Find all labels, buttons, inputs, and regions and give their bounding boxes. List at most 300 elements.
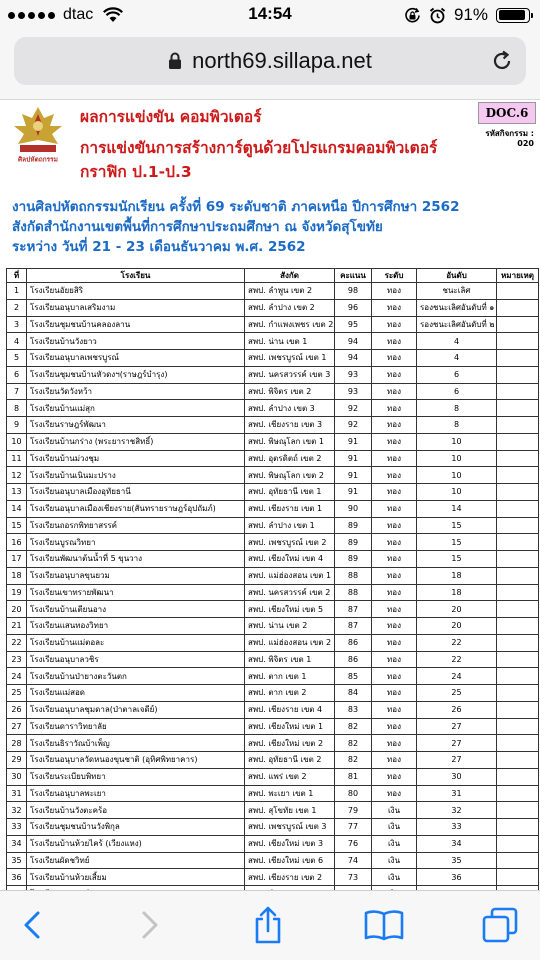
row-score: 98: [335, 283, 372, 300]
row-school: โรงเรียนชุมชนบ้านคลองลาน: [27, 316, 245, 333]
row-score: 82: [335, 735, 372, 752]
row-rank: 8: [417, 417, 497, 434]
row-level: ทอง: [372, 618, 417, 635]
row-score: 93: [335, 383, 372, 400]
row-rank: รองชนะเลิศอันดับที่ ๒: [417, 316, 497, 333]
row-affiliation: สพป. พิจิตร เขต 2: [245, 383, 335, 400]
row-score: 82: [335, 718, 372, 735]
row-level: ทอง: [372, 634, 417, 651]
row-remark: [497, 567, 539, 584]
row-level: ทอง: [372, 366, 417, 383]
row-remark: [497, 450, 539, 467]
forward-icon: [140, 910, 160, 940]
row-no: 17: [7, 551, 27, 568]
row-rank: 15: [417, 551, 497, 568]
row-no: 22: [7, 634, 27, 651]
table-row: [7, 316, 539, 333]
table-row: [7, 534, 539, 551]
signal-icon: [8, 12, 55, 19]
table-row: [7, 450, 539, 467]
row-affiliation: สพป. พิษณุโลก เขต 2: [245, 467, 335, 484]
battery-percent: 91%: [453, 5, 488, 24]
table-row: [7, 668, 539, 685]
row-school: โรงเรียนอนุบาลพะเยา: [27, 785, 245, 802]
header-school: โรงเรียน: [27, 269, 245, 283]
row-affiliation: สพป. ลำพูน เขต 2: [245, 283, 335, 300]
row-level: ทอง: [372, 551, 417, 568]
row-no: 25: [7, 685, 27, 702]
row-score: 79: [335, 802, 372, 819]
row-score: 91: [335, 433, 372, 450]
row-rank: 6: [417, 366, 497, 383]
row-school: โรงเรียนแสนทองวิทยา: [27, 618, 245, 635]
row-remark: [497, 819, 539, 836]
table-row: [7, 333, 539, 350]
row-level: ทอง: [372, 785, 417, 802]
row-no: 13: [7, 484, 27, 501]
row-affiliation: สพป. ลำปาง เขต 3: [245, 400, 335, 417]
row-rank: รองชนะเลิศอันดับที่ ๑: [417, 299, 497, 316]
row-school: โรงเรียนแม่สอด: [27, 685, 245, 702]
row-school: โรงเรียนอนุบาลวัดหนองขุนชาติ (อุทิศพิทยาคาร): [27, 752, 245, 769]
row-remark: [497, 601, 539, 618]
row-affiliation: สพป. พะเยา เขต 1: [245, 785, 335, 802]
row-rank: 27: [417, 718, 497, 735]
row-remark: [497, 852, 539, 869]
row-school: โรงเรียนอนุบาลชุมดาล(ป่าตาลเจดีย์): [27, 701, 245, 718]
reload-icon[interactable]: [490, 49, 514, 73]
row-remark: [497, 701, 539, 718]
row-school: โรงเรียนบ้านเนินมะปราง: [27, 467, 245, 484]
row-no: 12: [7, 467, 27, 484]
table-row: [7, 299, 539, 316]
row-rank: 6: [417, 383, 497, 400]
share-icon: [252, 906, 284, 944]
row-no: 14: [7, 500, 27, 517]
table-row: [7, 567, 539, 584]
row-level: ทอง: [372, 333, 417, 350]
row-level: เงิน: [372, 852, 417, 869]
lock-icon: [168, 52, 182, 70]
row-score: 80: [335, 785, 372, 802]
row-remark: [497, 417, 539, 434]
row-score: 85: [335, 668, 372, 685]
row-remark: [497, 752, 539, 769]
row-school: โรงเรียนบ้านม่วงชุม: [27, 450, 245, 467]
row-score: 86: [335, 634, 372, 651]
row-rank: 10: [417, 433, 497, 450]
table-row: [7, 802, 539, 819]
table-row: [7, 417, 539, 434]
row-level: ทอง: [372, 400, 417, 417]
row-rank: 27: [417, 752, 497, 769]
status-right: [404, 5, 530, 25]
row-remark: [497, 668, 539, 685]
row-remark: [497, 584, 539, 601]
row-score: 88: [335, 584, 372, 601]
row-level: ทอง: [372, 668, 417, 685]
row-rank: 26: [417, 701, 497, 718]
row-affiliation: สพป. สุโขทัย เขต 1: [245, 802, 335, 819]
table-row: [7, 651, 539, 668]
row-remark: [497, 283, 539, 300]
row-rank: 8: [417, 400, 497, 417]
row-remark: [497, 383, 539, 400]
row-school: โรงเรียนบูรณวิทยา: [27, 534, 245, 551]
row-school: โรงเรียนอนุบาลเพชรบูรณ์: [27, 350, 245, 367]
row-no: 29: [7, 752, 27, 769]
row-affiliation: สพป. นครสวรรค์ เขต 3: [245, 366, 335, 383]
row-score: 93: [335, 366, 372, 383]
row-no: 28: [7, 735, 27, 752]
row-level: เงิน: [372, 869, 417, 886]
row-rank: 15: [417, 534, 497, 551]
row-affiliation: สพป. อุทัยธานี เขต 1: [245, 484, 335, 501]
row-no: 30: [7, 768, 27, 785]
row-affiliation: สพป. แพร่ เขต 2: [245, 768, 335, 785]
table-row: [7, 701, 539, 718]
row-no: 24: [7, 668, 27, 685]
row-rank: 10: [417, 450, 497, 467]
row-school: โรงเรียนบ้านเตียนอาง: [27, 601, 245, 618]
row-rank: ชนะเลิศ: [417, 283, 497, 300]
row-remark: [497, 551, 539, 568]
row-remark: [497, 835, 539, 852]
table-row: [7, 835, 539, 852]
row-rank: 22: [417, 634, 497, 651]
row-school: โรงเรียนอนุบาลเมืองอุทัยธานี: [27, 484, 245, 501]
table-row: [7, 735, 539, 752]
table-row: [7, 768, 539, 785]
row-score: 96: [335, 299, 372, 316]
row-affiliation: สพป. ตาก เขต 2: [245, 685, 335, 702]
row-school: โรงเรียนพัฒนาต้นน้ำที่ 5 ขุนวาง: [27, 551, 245, 568]
row-no: 15: [7, 517, 27, 534]
row-score: 87: [335, 601, 372, 618]
row-level: ทอง: [372, 450, 417, 467]
status-left: [8, 6, 123, 24]
row-score: 81: [335, 768, 372, 785]
row-level: ทอง: [372, 517, 417, 534]
row-affiliation: สพป. แม่ฮ่องสอน เขต 1: [245, 567, 335, 584]
row-remark: [497, 735, 539, 752]
row-affiliation: สพป. เชียงใหม่ เขต 5: [245, 601, 335, 618]
row-affiliation: สพป. พิจิตร เขต 1: [245, 651, 335, 668]
address-bar[interactable]: [14, 37, 526, 85]
row-no: 11: [7, 450, 27, 467]
row-no: 26: [7, 701, 27, 718]
row-remark: [497, 802, 539, 819]
event-name: งานศิลปหัตถกรรมนักเรียน ครั้งที่ 69 ระดับชาติ ภาคเหนือ ปีการศึกษา 2562: [12, 199, 460, 215]
row-affiliation: สพป. พิษณุโลก เขต 1: [245, 433, 335, 450]
row-rank: 34: [417, 835, 497, 852]
row-affiliation: สพป. ลำปาง เขต 1: [245, 517, 335, 534]
row-level: ทอง: [372, 283, 417, 300]
row-level: เงิน: [372, 802, 417, 819]
row-rank: 18: [417, 567, 497, 584]
table-row: [7, 366, 539, 383]
row-level: ทอง: [372, 383, 417, 400]
table-row: [7, 551, 539, 568]
forward-button[interactable]: [128, 905, 172, 945]
row-level: ทอง: [372, 752, 417, 769]
table-row: [7, 869, 539, 886]
row-affiliation: สพป. เชียงใหม่ เขต 1: [245, 718, 335, 735]
row-rank: 4: [417, 333, 497, 350]
row-remark: [497, 299, 539, 316]
table-row: [7, 685, 539, 702]
row-remark: [497, 467, 539, 484]
row-school: โรงเรียนบ้านกร่าง (พระยาราชสิทธิ์): [27, 433, 245, 450]
row-no: 4: [7, 333, 27, 350]
row-score: 84: [335, 685, 372, 702]
row-school: โรงเรียนบ้านวังยาว: [27, 333, 245, 350]
table-row: [7, 500, 539, 517]
row-remark: [497, 785, 539, 802]
row-school: โรงเรียนเขาทรายพัฒนา: [27, 584, 245, 601]
row-score: 87: [335, 618, 372, 635]
clock: 14:54: [248, 4, 292, 23]
row-remark: [497, 433, 539, 450]
header-remark: หมายเหตุ: [497, 269, 539, 283]
row-score: 91: [335, 467, 372, 484]
row-affiliation: สพป. เชียงราย เขต 3: [245, 417, 335, 434]
bookmarks-button[interactable]: [362, 905, 406, 945]
row-affiliation: สพป. เชียงใหม่ เขต 3: [245, 835, 335, 852]
table-header-row: [7, 269, 539, 283]
row-remark: [497, 534, 539, 551]
row-rank: 20: [417, 601, 497, 618]
row-school: โรงเรียนผัดชวิทย์: [27, 852, 245, 869]
row-school: โรงเรียนอนุบาลเมืองเชียงราย(สันทรายราษฎร์อุปถัมภ์): [27, 500, 245, 517]
table-row: [7, 852, 539, 869]
row-score: 89: [335, 551, 372, 568]
organization-logo: [4, 104, 72, 166]
row-rank: 32: [417, 802, 497, 819]
row-affiliation: สพป. เชียงราย เขต 4: [245, 701, 335, 718]
row-school: โรงเรียนอนุบาลเสริมงาม: [27, 299, 245, 316]
row-remark: [497, 685, 539, 702]
row-no: 10: [7, 433, 27, 450]
row-school: โรงเรียนอัยยสิริ: [27, 283, 245, 300]
header-level: ระดับ: [372, 269, 417, 283]
row-remark: [497, 651, 539, 668]
row-remark: [497, 366, 539, 383]
row-rank: 25: [417, 685, 497, 702]
row-rank: 30: [417, 768, 497, 785]
row-remark: [497, 333, 539, 350]
row-no: 2: [7, 299, 27, 316]
row-no: 21: [7, 618, 27, 635]
header-affiliation: สังกัด: [245, 269, 335, 283]
row-affiliation: สพป. น่าน เขต 2: [245, 618, 335, 635]
row-affiliation: สพป. เชียงราย เขต 2: [245, 869, 335, 886]
row-rank: 24: [417, 668, 497, 685]
row-level: ทอง: [372, 350, 417, 367]
row-remark: [497, 634, 539, 651]
row-level: ทอง: [372, 718, 417, 735]
url-text: north69.sillapa.net: [192, 48, 372, 73]
row-rank: 4: [417, 350, 497, 367]
browser-toolbar: [0, 890, 540, 960]
row-no: 34: [7, 835, 27, 852]
row-level: ทอง: [372, 299, 417, 316]
table-row: [7, 752, 539, 769]
row-no: 8: [7, 400, 27, 417]
row-score: 83: [335, 701, 372, 718]
row-level: เงิน: [372, 835, 417, 852]
row-level: ทอง: [372, 433, 417, 450]
row-rank: 33: [417, 819, 497, 836]
row-remark: [497, 768, 539, 785]
row-score: 90: [335, 500, 372, 517]
row-level: ทอง: [372, 467, 417, 484]
row-affiliation: สพป. เชียงใหม่ เขต 4: [245, 551, 335, 568]
status-bar: [0, 0, 540, 30]
table-row: [7, 383, 539, 400]
svg-text:ศิลปหัตถกรรม: ศิลปหัตถกรรม: [18, 155, 58, 164]
row-no: 32: [7, 802, 27, 819]
row-remark: [497, 517, 539, 534]
row-no: 7: [7, 383, 27, 400]
row-no: 27: [7, 718, 27, 735]
row-school: โรงเรียนชุมชนบ้านวังพิกุล: [27, 819, 245, 836]
row-remark: [497, 869, 539, 886]
table-row: [7, 718, 539, 735]
row-level: ทอง: [372, 417, 417, 434]
tabs-button[interactable]: [478, 905, 522, 945]
row-level: ทอง: [372, 601, 417, 618]
doc-title: ผลการแข่งขัน คอมพิวเตอร์: [80, 108, 262, 126]
row-no: 5: [7, 350, 27, 367]
row-no: 3: [7, 316, 27, 333]
row-school: โรงเรียนระเบียบพิทยา: [27, 768, 245, 785]
row-remark: [497, 718, 539, 735]
doc-badge: DOC.6: [478, 102, 536, 124]
row-score: 89: [335, 534, 372, 551]
row-score: 91: [335, 450, 372, 467]
share-button[interactable]: [246, 905, 290, 945]
row-rank: 36: [417, 869, 497, 886]
row-school: โรงเรียนอนุบาลวชิร: [27, 651, 245, 668]
table-row: [7, 484, 539, 501]
row-score: 92: [335, 400, 372, 417]
row-rank: 31: [417, 785, 497, 802]
row-no: 6: [7, 366, 27, 383]
row-level: ทอง: [372, 768, 417, 785]
row-level: ทอง: [372, 685, 417, 702]
row-level: ทอง: [372, 735, 417, 752]
row-score: 91: [335, 484, 372, 501]
row-affiliation: สพป. นครสวรรค์ เขต 2: [245, 584, 335, 601]
row-affiliation: สพป. กำแพงเพชร เขต 2: [245, 316, 335, 333]
row-rank: 18: [417, 584, 497, 601]
table-row: [7, 350, 539, 367]
row-affiliation: สพป. อุตรดิตถ์ เขต 2: [245, 450, 335, 467]
row-rank: 10: [417, 467, 497, 484]
results-table: [6, 268, 539, 953]
table-row: [7, 433, 539, 450]
event-dates: ระหว่าง วันที่ 21 - 23 เดือนธันวาคม พ.ศ. 2562: [12, 239, 306, 255]
row-rank: 14: [417, 500, 497, 517]
row-score: 88: [335, 567, 372, 584]
doc-subtitle: การแข่งขันการสร้างการ์ตูนด้วยโปรแกรมคอมพิวเตอร์กราฟิก ป.1-ป.3: [80, 139, 438, 181]
back-button[interactable]: [10, 905, 54, 945]
web-page-content: [0, 100, 540, 890]
row-affiliation: สพป. อุทัยธานี เขต 2: [245, 752, 335, 769]
row-affiliation: สพป. เพชรบูรณ์ เขต 2: [245, 534, 335, 551]
row-score: 94: [335, 333, 372, 350]
row-affiliation: สพป. เชียงราย เขต 1: [245, 500, 335, 517]
row-no: 23: [7, 651, 27, 668]
row-school: โรงเรียนบ้านห้วยไคร้ (เวียงแหง): [27, 835, 245, 852]
table-row: [7, 634, 539, 651]
row-school: โรงเรียนบ้านห้วยเสี้ยม: [27, 869, 245, 886]
orientation-lock-icon: [404, 7, 421, 24]
tabs-icon: [482, 907, 518, 943]
carrier-name: dtac: [63, 6, 94, 23]
row-score: 89: [335, 517, 372, 534]
row-affiliation: สพป. เชียงใหม่ เขต 2: [245, 735, 335, 752]
row-score: 76: [335, 835, 372, 852]
row-no: 19: [7, 584, 27, 601]
row-level: ทอง: [372, 584, 417, 601]
row-score: 95: [335, 316, 372, 333]
row-rank: 10: [417, 484, 497, 501]
row-school: โรงเรียนบ้านวังตะคร้อ: [27, 802, 245, 819]
activity-code-value: 020: [517, 139, 534, 148]
wifi-icon: [103, 8, 123, 23]
row-score: 77: [335, 819, 372, 836]
alarm-icon: [429, 7, 446, 24]
table-row: [7, 400, 539, 417]
table-row: [7, 601, 539, 618]
header-no: ที่: [7, 269, 27, 283]
table-row: [7, 819, 539, 836]
row-no: 18: [7, 567, 27, 584]
row-rank: 22: [417, 651, 497, 668]
row-affiliation: สพป. เพชรบูรณ์ เขต 1: [245, 350, 335, 367]
row-remark: [497, 400, 539, 417]
row-score: 94: [335, 350, 372, 367]
row-school: โรงเรียนอนุบาลขุนยวม: [27, 567, 245, 584]
row-affiliation: สพป. น่าน เขต 1: [245, 333, 335, 350]
row-level: ทอง: [372, 500, 417, 517]
browser-chrome: [0, 0, 540, 100]
row-school: โรงเรียนดาราวิทยาลัย: [27, 718, 245, 735]
table-row: [7, 467, 539, 484]
battery-icon: [496, 8, 530, 23]
row-score: 86: [335, 651, 372, 668]
row-school: โรงเรียนถอรกพิทยาสรรค์: [27, 517, 245, 534]
row-remark: [497, 484, 539, 501]
activity-code-label: รหัสกิจกรรม :: [485, 129, 534, 138]
table-row: [7, 283, 539, 300]
row-level: ทอง: [372, 701, 417, 718]
row-school: โรงเรียนราษฎร์พัฒนา: [27, 417, 245, 434]
row-no: 20: [7, 601, 27, 618]
row-school: โรงเรียนบ้านแม่สุก: [27, 400, 245, 417]
row-affiliation: สพป. ตาก เขต 1: [245, 668, 335, 685]
row-remark: [497, 618, 539, 635]
row-rank: 15: [417, 517, 497, 534]
event-organizer: สังกัดสำนักงานเขตพื้นที่การศึกษาประถมศึกษา ณ จังหวัดสุโขทัย: [12, 219, 383, 235]
row-no: 9: [7, 417, 27, 434]
back-icon: [22, 910, 42, 940]
table-row: [7, 517, 539, 534]
row-school: โรงเรียนชุมชนบ้านหัวดงฯ(ราษฎร์บำรุง): [27, 366, 245, 383]
table-row: [7, 618, 539, 635]
